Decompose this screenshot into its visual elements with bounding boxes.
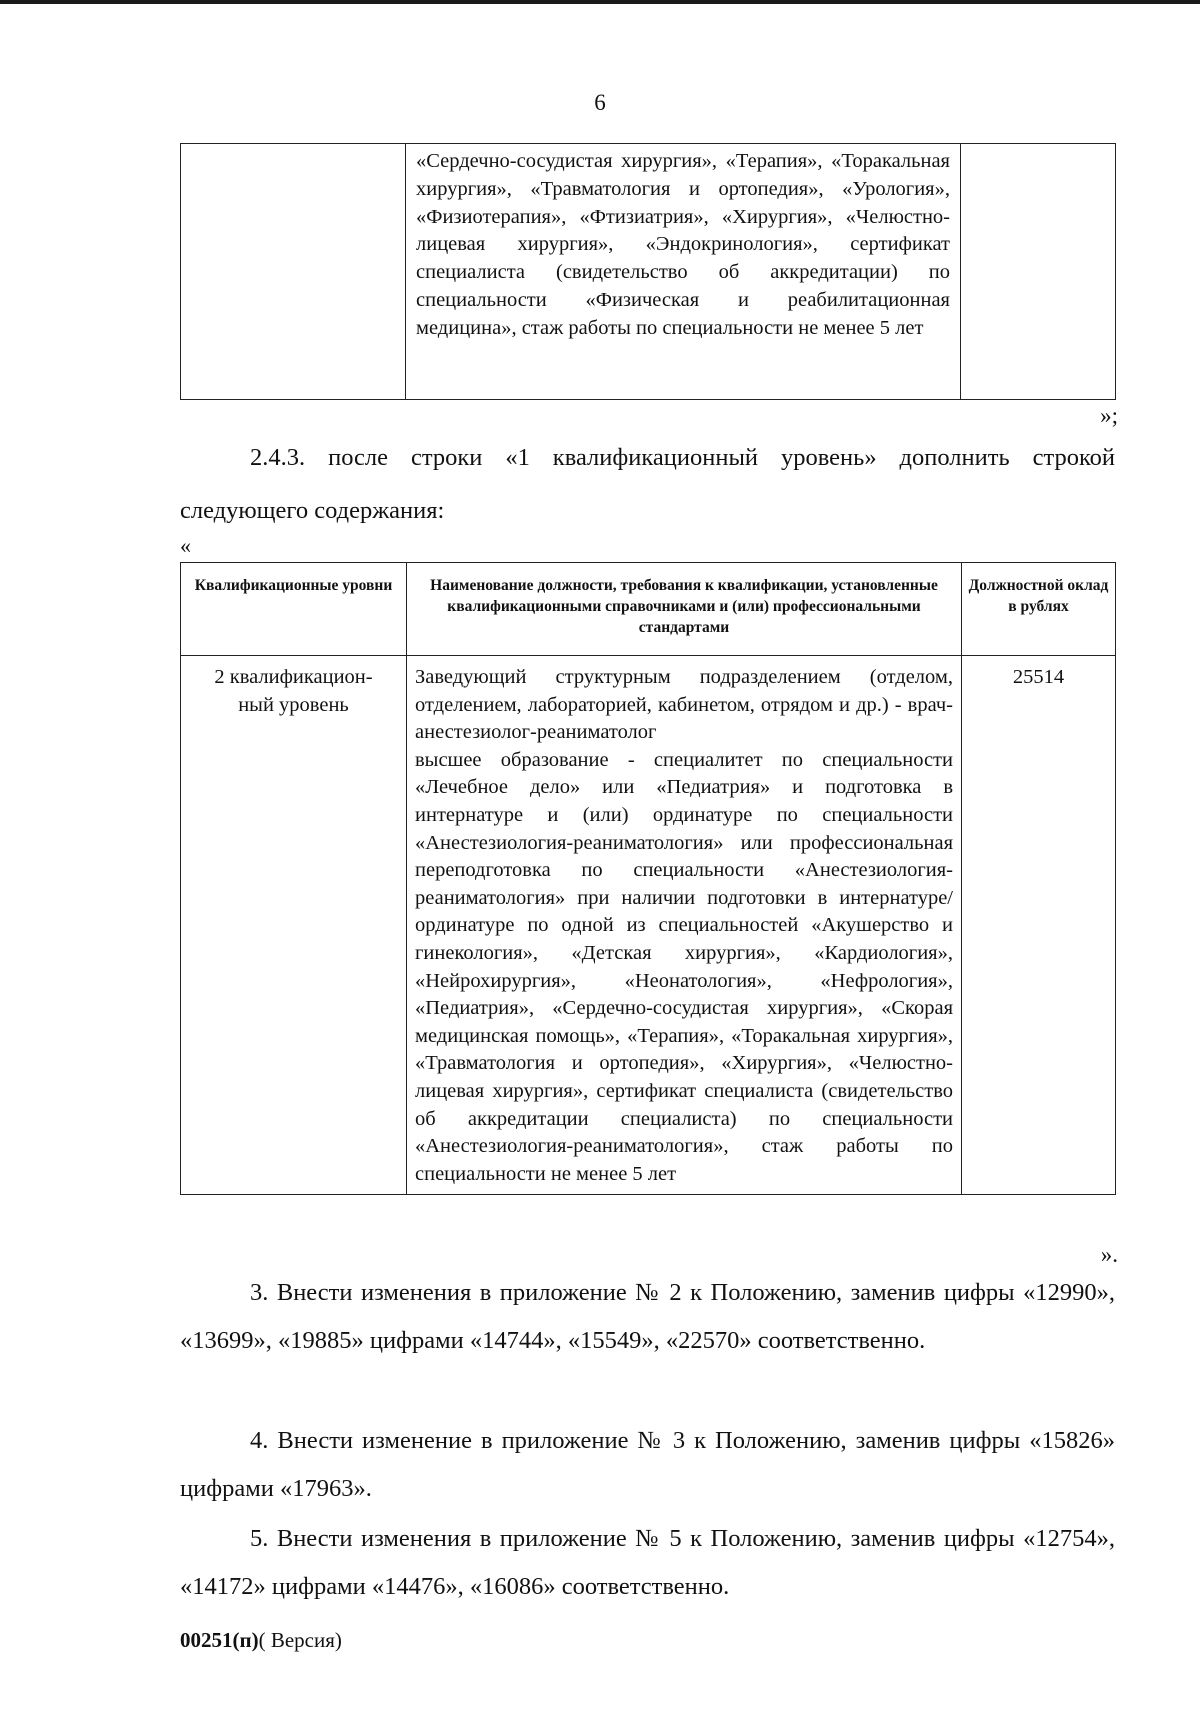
opening-quote: «	[180, 533, 191, 558]
qualification-requirements-text: высшее образование - специалитет по специальности «Лечебное дело» или «Педиатрия» и подготовка в интернатуре и (или) ординатуре по специальности «Анестезиология-реаниматология» или профессиональная переподготовка по специальности «Анестезиология-реаниматология» при наличии подготовки в интернатуре/ординатуре по одной из специальностей «Акушерство и гинекология», «Детская хирургия», «Кардиология», «Нейрохирургия», «Неонатология», «Нефрология», «Педиатрия», «Сердечно-сосудистая хирургия», «Скорая медицинская помощь», «Терапия», «Торакальная хирургия», «Травматология и ортопедия», «Хирургия», «Челюстно-лицевая хирургия», сертификат специалиста (свидетельство об аккредитации специалиста) по специальности «Анестезиология-реаниматология», стаж работы по специальности не менее 5 лет	[415, 748, 953, 1185]
closing-quote-period: ».	[1100, 1242, 1118, 1267]
page-number: 6	[594, 90, 606, 115]
position-title-text: Заведующий структурным подразделением (отделом, отделением, лабораторией, кабинетом, отрядом и др.) - врач-анестезиолог-реаниматолог	[415, 666, 953, 744]
position-description-cell	[407, 656, 962, 1195]
table-row	[181, 656, 1116, 1195]
paragraph-3: 3. Внести изменения в приложение № 2 к Положению, заменив цифры «12990», «13699», «19885» цифрами «14744», «15549», «22570» соответственно.	[180, 1279, 1115, 1354]
requirements-text: «Сердечно-сосудистая хирургия», «Терапия», «Торакальная хирургия», «Травматология и ортопедия», «Урология», «Физиотерапия», «Фтизиатрия», «Хирургия», «Челюстно-лицевая хирургия», «Эндокринология», сертификат специалиста (свидетельство об аккредитации) по специальности «Физическая и реабилитационная медицина», стаж работы по специальности не менее 5 лет	[416, 150, 950, 339]
header-salary: Должностной оклад в рублях	[962, 563, 1116, 656]
continued-table	[180, 143, 1116, 400]
paragraph-5: 5. Внести изменения в приложение № 5 к Положению, заменив цифры «12754», «14172» цифрами «14476», «16086» соответственно.	[180, 1525, 1115, 1600]
document-footer	[180, 1628, 342, 1653]
document-code: 00251(п)	[180, 1628, 259, 1652]
section-2-4-3-text: 2.4.3. после строки «1 квалификационный уровень» дополнить строкой следующего содержания:	[180, 444, 1115, 524]
header-qualification-levels: Квалификационные уровни	[181, 563, 407, 656]
empty-salary-cell	[961, 144, 1116, 400]
qualification-table	[180, 562, 1116, 1195]
qualification-level-text: 2 квалификацион-ный уровень	[214, 666, 373, 716]
empty-level-cell	[181, 144, 406, 400]
table-header-row	[181, 563, 1116, 656]
top-border-line	[0, 0, 1200, 4]
paragraph-4: 4. Внести изменение в приложение № 3 к Положению, заменив цифры «15826» цифрами «17963».	[180, 1427, 1115, 1502]
salary-cell	[962, 656, 1116, 1195]
document-version: ( Версия)	[258, 1628, 342, 1652]
position-requirements-cell	[406, 144, 961, 400]
salary-value: 25514	[1012, 666, 1065, 688]
closing-quote-semicolon: »;	[1100, 403, 1118, 428]
table-row	[181, 144, 1116, 400]
header-position-requirements: Наименование должности, требования к квалификации, установленные квалификационными справочниками и (или) профессиональными стандартами	[407, 563, 962, 656]
qualification-level-cell	[181, 656, 407, 1195]
